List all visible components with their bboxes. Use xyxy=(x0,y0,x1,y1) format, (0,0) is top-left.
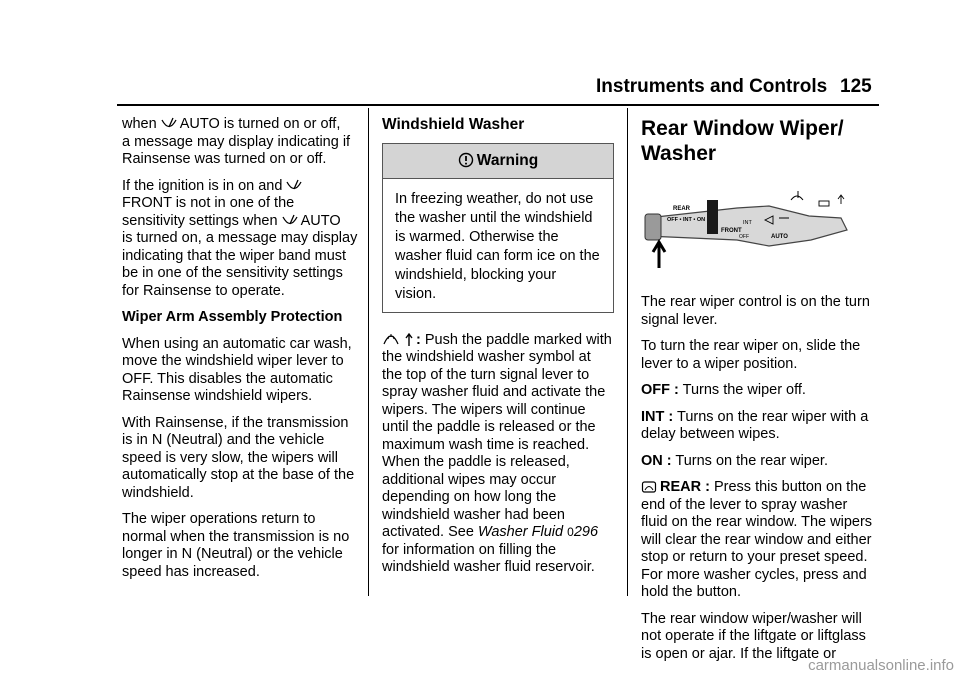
paragraph-return: The wiper operations return to normal when the transmission is no longer in N (Neutral) or the vehicle speed has increased. xyxy=(122,511,350,580)
warning-box xyxy=(382,143,614,313)
cross-reference-link[interactable]: Washer Fluid xyxy=(477,524,564,540)
svg-text:OFF: OFF xyxy=(739,234,749,240)
page-ref-arrow: 0 xyxy=(567,525,574,539)
paragraph-washer: : Push the paddle marked with the windshield washer symbol at the top of the turn signal lever to spray washer fluid and activate the wipers. The wipers will continue until the paddle is released or the maximum wash time is reached. When the paddle is released, additional wipes may occur depending on how long the windshield washer had been activated. See Washer Fluid 0296 for information on filling the windshield washer fluid reservoir. xyxy=(382,331,612,575)
column-divider xyxy=(627,108,628,596)
arrow-up-icon xyxy=(405,333,413,347)
wiper-icon xyxy=(282,214,298,228)
paragraph-car-wash: When using an automatic car wash, move the windshield wiper lever to OFF. This disables the automatic Rainsense windshield wipers. xyxy=(122,335,352,404)
rear-washer-icon xyxy=(641,480,657,494)
column-divider xyxy=(368,108,369,596)
paragraph-sensitivity: If the ignition is in on and FRONT is not in one of the sensitivity settings when AUTO is turned on, a message may display indicating that the wiper band must be in one of the sensitivity settings for Rainsense to operate. xyxy=(122,177,358,299)
paragraph-turn-on: To turn the rear wiper on, slide the lever to a wiper position. xyxy=(641,338,861,372)
svg-text:REAR: REAR xyxy=(673,206,691,212)
definition-int: INT : Turns on the rear wiper with a delay between wipes. xyxy=(641,408,869,442)
warning-text: In freezing weather, do not use the washer until the windshield is warmed. Otherwise the washer fluid can form ice on the windshield, blocking your vision. xyxy=(395,190,600,302)
right-column xyxy=(641,116,877,672)
warning-icon xyxy=(458,152,474,168)
svg-text:AUTO: AUTO xyxy=(771,234,788,240)
definition-rear: REAR : Press this button on the end of the lever to spray washer fluid on the rear window. The wipers will clear the rear window and either stop or return to your preset speed. For more washer cycles, press and hold the button. xyxy=(641,479,873,600)
watermark: carmanualsonline.info xyxy=(808,657,954,674)
page-number: 125 xyxy=(840,76,872,97)
svg-text:OFF • INT • ON: OFF • INT • ON xyxy=(667,217,706,223)
wiper-icon xyxy=(286,179,302,193)
section-heading: Rear Window Wiper/ Washer xyxy=(641,117,844,165)
definition-on: ON : Turns on the rear wiper. xyxy=(641,452,828,469)
section-heading: Wiper Arm Assembly Protection xyxy=(122,309,343,325)
page-title: Instruments and Controls xyxy=(596,76,828,97)
page-header xyxy=(0,72,960,102)
svg-text:FRONT: FRONT xyxy=(721,228,742,234)
washer-icon xyxy=(382,331,402,347)
paragraph-neutral: With Rainsense, if the transmission is in N (Neutral) and the vehicle speed is very slow, the wipers will automatically stop at the base of the windshield. xyxy=(122,414,355,501)
middle-column xyxy=(382,116,614,586)
turn-signal-lever-illustration xyxy=(641,188,877,274)
paragraph-location: The rear wiper control is on the turn signal lever. xyxy=(641,294,870,328)
wiper-icon xyxy=(161,117,177,131)
definition-off: OFF : Turns the wiper off. xyxy=(641,382,806,398)
header-rule xyxy=(117,104,879,106)
left-column xyxy=(122,116,360,590)
paragraph-auto: when AUTO is turned on or off, a message may display indicating if Rainsense was turned on or off. xyxy=(122,116,351,167)
paragraph-liftgate: The rear window wiper/washer will not operate if the liftgate or liftglass is open or ajar. If the liftgate or xyxy=(641,610,866,662)
warning-header: Warning xyxy=(383,144,613,179)
svg-text:INT: INT xyxy=(743,220,752,226)
section-heading: Windshield Washer xyxy=(382,116,525,133)
